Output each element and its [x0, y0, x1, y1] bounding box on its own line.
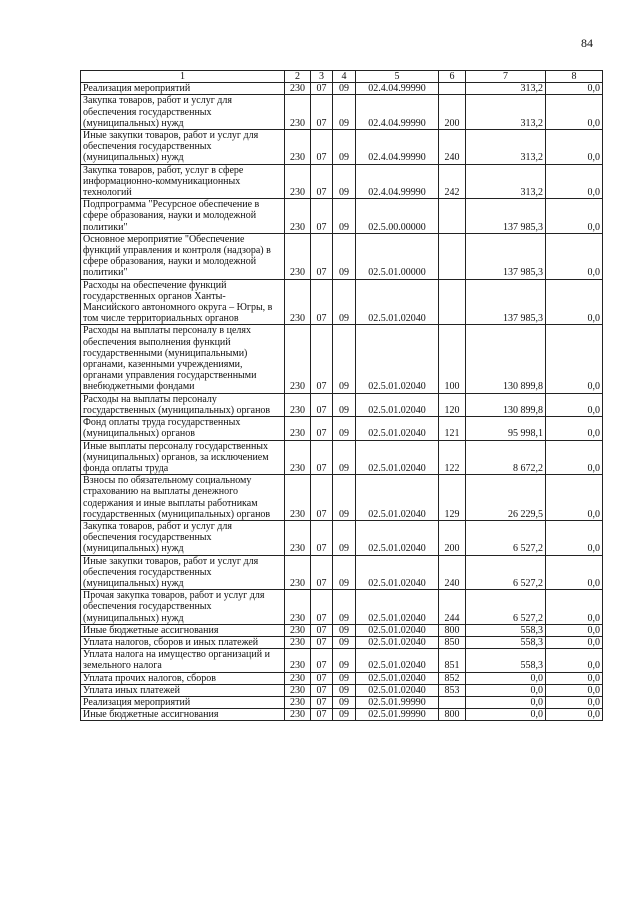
subsection-cell: 09 [333, 520, 356, 555]
subsection-cell: 09 [333, 130, 356, 165]
amount-secondary-cell: 0,0 [546, 233, 603, 279]
target-article-cell: 02.5.01.02040 [356, 325, 439, 393]
header-cell: 7 [466, 71, 546, 83]
item-name-cell: Уплата прочих налогов, сборов [81, 672, 285, 684]
table-body [81, 83, 603, 721]
target-article-cell: 02.5.01.02040 [356, 555, 439, 590]
amount-cell: 313,2 [466, 95, 546, 130]
target-article-cell: 02.4.04.99990 [356, 95, 439, 130]
item-name-cell: Прочая закупка товаров, работ и услуг для обеспечения государственных (муниципальных) нужд [81, 590, 285, 625]
section-cell: 07 [311, 440, 333, 475]
expense-type-cell: 851 [439, 649, 466, 672]
subsection-cell: 09 [333, 233, 356, 279]
section-cell: 07 [311, 709, 333, 721]
header-cell: 3 [311, 71, 333, 83]
item-name-cell: Уплата налога на имущество организаций и земельного налога [81, 649, 285, 672]
expense-type-cell: 100 [439, 325, 466, 393]
header-cell: 8 [546, 71, 603, 83]
table-row [81, 475, 603, 521]
amount-secondary-cell: 0,0 [546, 555, 603, 590]
amount-secondary-cell: 0,0 [546, 709, 603, 721]
section-cell: 07 [311, 672, 333, 684]
admin-code-cell: 230 [285, 95, 311, 130]
target-article-cell: 02.5.01.02040 [356, 393, 439, 416]
item-name-cell: Взносы по обязательному социальному страхованию на выплаты денежного содержания и иные выплаты работникам государственных (муниципальных) органов [81, 475, 285, 521]
amount-cell: 8 672,2 [466, 440, 546, 475]
amount-cell: 313,2 [466, 130, 546, 165]
table-header-row [81, 71, 603, 83]
amount-cell: 137 985,3 [466, 233, 546, 279]
amount-cell: 137 985,3 [466, 279, 546, 325]
table-row [81, 393, 603, 416]
item-name-cell: Иные закупки товаров, работ и услуг для обеспечения государственных (муниципальных) нужд [81, 130, 285, 165]
item-name-cell: Реализация мероприятий [81, 83, 285, 95]
amount-secondary-cell: 0,0 [546, 624, 603, 636]
admin-code-cell: 230 [285, 709, 311, 721]
target-article-cell: 02.5.01.02040 [356, 649, 439, 672]
admin-code-cell: 230 [285, 83, 311, 95]
table-row [81, 709, 603, 721]
admin-code-cell: 230 [285, 417, 311, 440]
section-cell: 07 [311, 95, 333, 130]
header-cell: 2 [285, 71, 311, 83]
target-article-cell: 02.5.01.99990 [356, 709, 439, 721]
table-row [81, 130, 603, 165]
amount-secondary-cell: 0,0 [546, 164, 603, 199]
item-name-cell: Иные выплаты персоналу государственных (муниципальных) органов, за исключением фонда оплаты труда [81, 440, 285, 475]
target-article-cell: 02.5.01.02040 [356, 475, 439, 521]
subsection-cell: 09 [333, 696, 356, 708]
expense-type-cell: 800 [439, 709, 466, 721]
admin-code-cell: 230 [285, 325, 311, 393]
expense-type-cell: 121 [439, 417, 466, 440]
amount-cell: 0,0 [466, 684, 546, 696]
section-cell: 07 [311, 696, 333, 708]
amount-secondary-cell: 0,0 [546, 440, 603, 475]
admin-code-cell: 230 [285, 624, 311, 636]
target-article-cell: 02.5.01.02040 [356, 684, 439, 696]
admin-code-cell: 230 [285, 672, 311, 684]
target-article-cell: 02.5.01.02040 [356, 440, 439, 475]
table-row [81, 649, 603, 672]
subsection-cell: 09 [333, 709, 356, 721]
section-cell: 07 [311, 279, 333, 325]
item-name-cell: Расходы на выплаты персоналу государственных (муниципальных) органов [81, 393, 285, 416]
expense-type-cell [439, 279, 466, 325]
subsection-cell: 09 [333, 417, 356, 440]
item-name-cell: Иные закупки товаров, работ и услуг для обеспечения государственных (муниципальных) нужд [81, 555, 285, 590]
item-name-cell: Уплата иных платежей [81, 684, 285, 696]
item-name-cell: Подпрограмма "Ресурсное обеспечение в сфере образования, науки и молодежной политики" [81, 199, 285, 234]
subsection-cell: 09 [333, 475, 356, 521]
amount-cell: 26 229,5 [466, 475, 546, 521]
amount-cell: 313,2 [466, 83, 546, 95]
target-article-cell: 02.5.01.02040 [356, 417, 439, 440]
subsection-cell: 09 [333, 624, 356, 636]
expense-type-cell: 244 [439, 590, 466, 625]
admin-code-cell: 230 [285, 279, 311, 325]
header-cell: 1 [81, 71, 285, 83]
expense-type-cell: 240 [439, 130, 466, 165]
item-name-cell: Уплата налогов, сборов и иных платежей [81, 636, 285, 648]
amount-secondary-cell: 0,0 [546, 130, 603, 165]
target-article-cell: 02.5.01.00000 [356, 233, 439, 279]
amount-cell: 130 899,8 [466, 325, 546, 393]
section-cell: 07 [311, 393, 333, 416]
page-number: 84 [581, 36, 593, 50]
table-row [81, 325, 603, 393]
admin-code-cell: 230 [285, 520, 311, 555]
section-cell: 07 [311, 233, 333, 279]
target-article-cell: 02.5.00.00000 [356, 199, 439, 234]
amount-secondary-cell: 0,0 [546, 199, 603, 234]
item-name-cell: Закупка товаров, работ и услуг для обеспечения государственных (муниципальных) нужд [81, 520, 285, 555]
admin-code-cell: 230 [285, 475, 311, 521]
item-name-cell: Закупка товаров, работ и услуг для обеспечения государственных (муниципальных) нужд [81, 95, 285, 130]
admin-code-cell: 230 [285, 130, 311, 165]
subsection-cell: 09 [333, 555, 356, 590]
table-row [81, 83, 603, 95]
target-article-cell: 02.5.01.02040 [356, 520, 439, 555]
expense-type-cell: 200 [439, 520, 466, 555]
subsection-cell: 09 [333, 649, 356, 672]
table-row [81, 440, 603, 475]
amount-secondary-cell: 0,0 [546, 696, 603, 708]
target-article-cell: 02.5.01.99990 [356, 696, 439, 708]
header-cell: 4 [333, 71, 356, 83]
expense-type-cell: 850 [439, 636, 466, 648]
expense-type-cell: 129 [439, 475, 466, 521]
amount-cell: 137 985,3 [466, 199, 546, 234]
section-cell: 07 [311, 164, 333, 199]
subsection-cell: 09 [333, 199, 356, 234]
amount-secondary-cell: 0,0 [546, 649, 603, 672]
section-cell: 07 [311, 555, 333, 590]
amount-secondary-cell: 0,0 [546, 475, 603, 521]
target-article-cell: 02.5.01.02040 [356, 636, 439, 648]
amount-cell: 95 998,1 [466, 417, 546, 440]
table-row [81, 696, 603, 708]
item-name-cell: Иные бюджетные ассигнования [81, 624, 285, 636]
table-row [81, 555, 603, 590]
amount-cell: 558,3 [466, 624, 546, 636]
expense-type-cell [439, 199, 466, 234]
section-cell: 07 [311, 590, 333, 625]
table-row [81, 279, 603, 325]
target-article-cell: 02.5.01.02040 [356, 590, 439, 625]
section-cell: 07 [311, 83, 333, 95]
amount-cell: 6 527,2 [466, 555, 546, 590]
amount-secondary-cell: 0,0 [546, 636, 603, 648]
target-article-cell: 02.5.01.02040 [356, 672, 439, 684]
subsection-cell: 09 [333, 684, 356, 696]
expense-type-cell: 240 [439, 555, 466, 590]
item-name-cell: Закупка товаров, работ, услуг в сфере информационно-коммуникационных технологий [81, 164, 285, 199]
target-article-cell: 02.5.01.02040 [356, 624, 439, 636]
admin-code-cell: 230 [285, 649, 311, 672]
expense-type-cell: 800 [439, 624, 466, 636]
item-name-cell: Расходы на обеспечение функций государственных органов Ханты-Мансийского автономного округа – Югры, в том числе территориальных органов [81, 279, 285, 325]
admin-code-cell: 230 [285, 199, 311, 234]
expense-type-cell: 122 [439, 440, 466, 475]
amount-secondary-cell: 0,0 [546, 83, 603, 95]
amount-cell: 558,3 [466, 636, 546, 648]
item-name-cell: Расходы на выплаты персоналу в целях обеспечения выполнения функций государственными (муниципальными) органами, казенными учреждениями, органами управления государственными внебюджетными фондами [81, 325, 285, 393]
table-row [81, 672, 603, 684]
section-cell: 07 [311, 624, 333, 636]
table-row [81, 624, 603, 636]
amount-secondary-cell: 0,0 [546, 393, 603, 416]
amount-cell: 0,0 [466, 672, 546, 684]
section-cell: 07 [311, 130, 333, 165]
expense-type-cell: 120 [439, 393, 466, 416]
table-row [81, 636, 603, 648]
item-name-cell: Иные бюджетные ассигнования [81, 709, 285, 721]
subsection-cell: 09 [333, 325, 356, 393]
item-name-cell: Реализация мероприятий [81, 696, 285, 708]
table-row [81, 684, 603, 696]
item-name-cell: Фонд оплаты труда государственных (муниципальных) органов [81, 417, 285, 440]
amount-secondary-cell: 0,0 [546, 325, 603, 393]
amount-cell: 558,3 [466, 649, 546, 672]
amount-secondary-cell: 0,0 [546, 417, 603, 440]
amount-cell: 0,0 [466, 709, 546, 721]
subsection-cell: 09 [333, 672, 356, 684]
amount-cell: 0,0 [466, 696, 546, 708]
admin-code-cell: 230 [285, 393, 311, 416]
amount-secondary-cell: 0,0 [546, 672, 603, 684]
expense-type-cell [439, 233, 466, 279]
expense-type-cell: 242 [439, 164, 466, 199]
amount-secondary-cell: 0,0 [546, 590, 603, 625]
section-cell: 07 [311, 199, 333, 234]
subsection-cell: 09 [333, 393, 356, 416]
target-article-cell: 02.5.01.02040 [356, 279, 439, 325]
amount-cell: 6 527,2 [466, 590, 546, 625]
subsection-cell: 09 [333, 164, 356, 199]
subsection-cell: 09 [333, 440, 356, 475]
amount-cell: 6 527,2 [466, 520, 546, 555]
amount-secondary-cell: 0,0 [546, 279, 603, 325]
table-row [81, 95, 603, 130]
item-name-cell: Основное мероприятие "Обеспечение функций управления и контроля (надзора) в сфере образования, науки и молодежной политики" [81, 233, 285, 279]
amount-cell: 130 899,8 [466, 393, 546, 416]
amount-secondary-cell: 0,0 [546, 520, 603, 555]
subsection-cell: 09 [333, 279, 356, 325]
target-article-cell: 02.4.04.99990 [356, 130, 439, 165]
budget-table [80, 70, 603, 721]
header-cell: 6 [439, 71, 466, 83]
amount-secondary-cell: 0,0 [546, 684, 603, 696]
subsection-cell: 09 [333, 95, 356, 130]
section-cell: 07 [311, 636, 333, 648]
table-row [81, 199, 603, 234]
section-cell: 07 [311, 417, 333, 440]
admin-code-cell: 230 [285, 164, 311, 199]
table-row [81, 520, 603, 555]
admin-code-cell: 230 [285, 440, 311, 475]
admin-code-cell: 230 [285, 590, 311, 625]
admin-code-cell: 230 [285, 684, 311, 696]
section-cell: 07 [311, 649, 333, 672]
amount-secondary-cell: 0,0 [546, 95, 603, 130]
subsection-cell: 09 [333, 83, 356, 95]
admin-code-cell: 230 [285, 636, 311, 648]
admin-code-cell: 230 [285, 696, 311, 708]
header-cell: 5 [356, 71, 439, 83]
expense-type-cell: 852 [439, 672, 466, 684]
section-cell: 07 [311, 475, 333, 521]
admin-code-cell: 230 [285, 233, 311, 279]
admin-code-cell: 230 [285, 555, 311, 590]
table-row [81, 417, 603, 440]
subsection-cell: 09 [333, 590, 356, 625]
target-article-cell: 02.4.04.99990 [356, 83, 439, 95]
section-cell: 07 [311, 325, 333, 393]
table-row [81, 590, 603, 625]
expense-type-cell [439, 696, 466, 708]
expense-type-cell: 200 [439, 95, 466, 130]
table-row [81, 164, 603, 199]
section-cell: 07 [311, 684, 333, 696]
subsection-cell: 09 [333, 636, 356, 648]
expense-type-cell [439, 83, 466, 95]
target-article-cell: 02.4.04.99990 [356, 164, 439, 199]
expense-type-cell: 853 [439, 684, 466, 696]
table-row [81, 233, 603, 279]
section-cell: 07 [311, 520, 333, 555]
amount-cell: 313,2 [466, 164, 546, 199]
